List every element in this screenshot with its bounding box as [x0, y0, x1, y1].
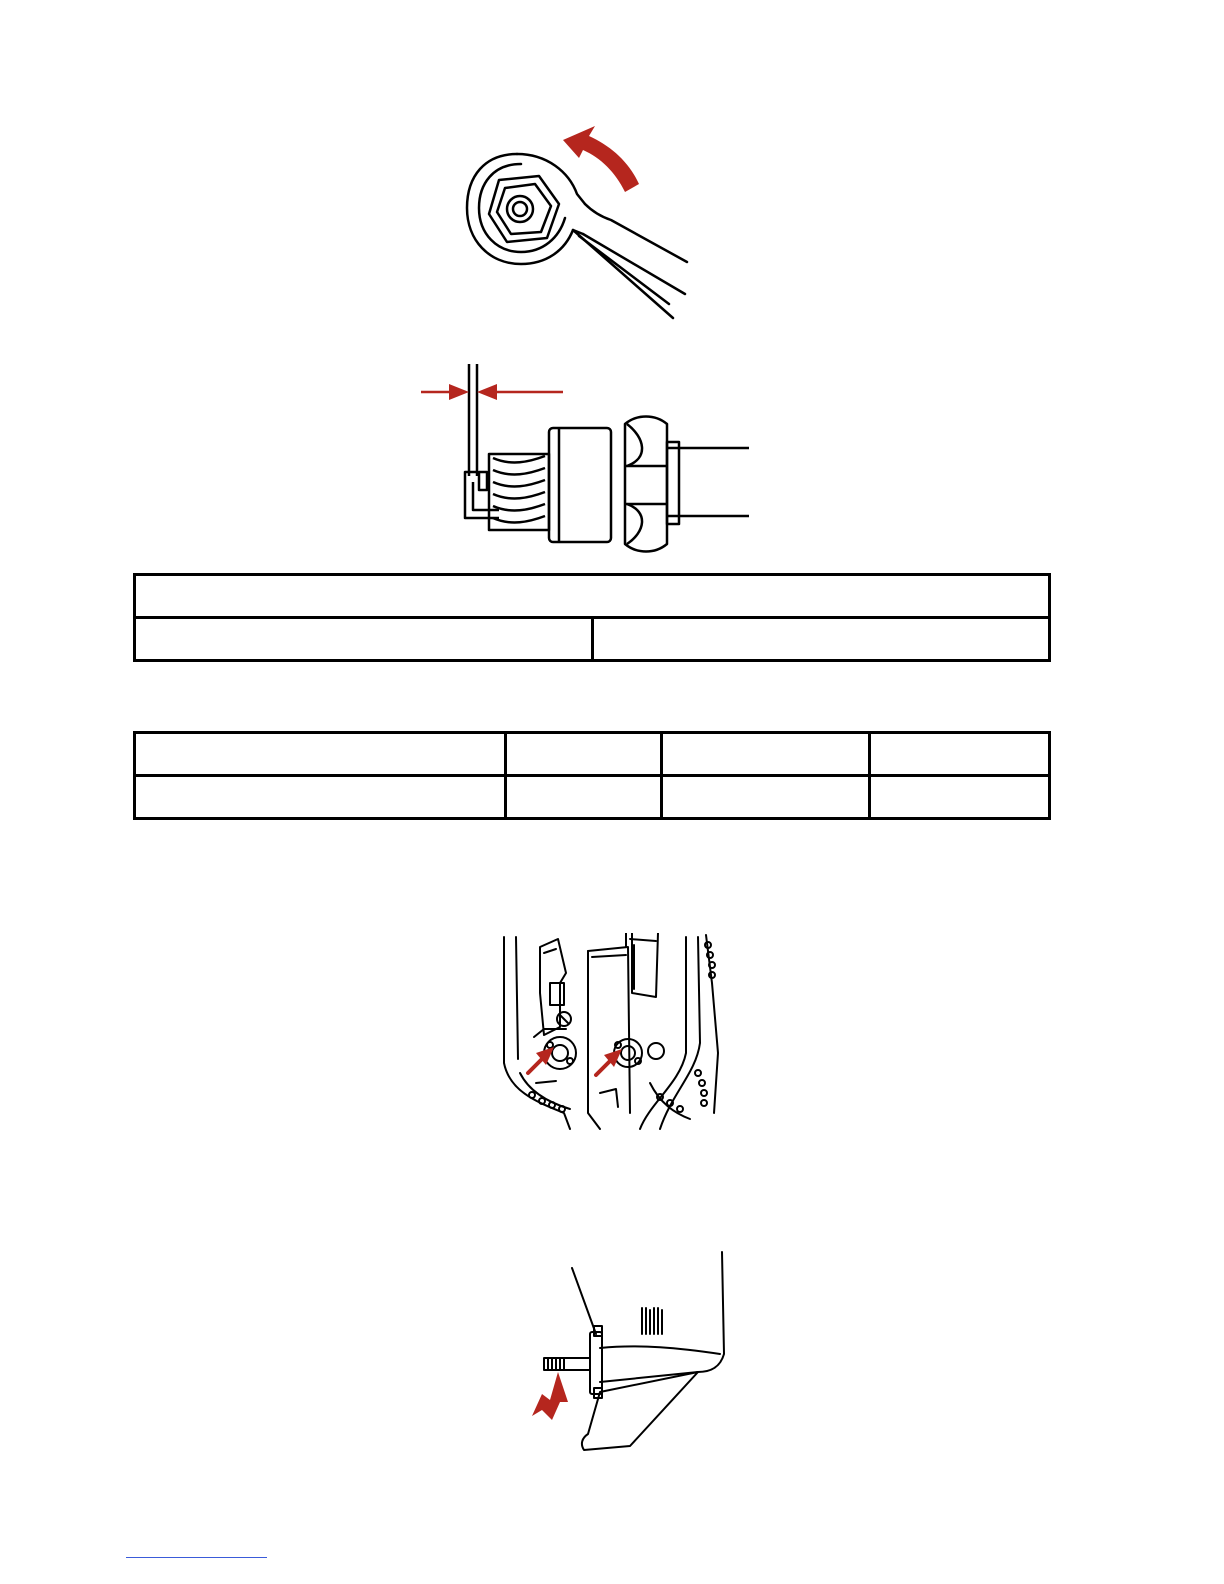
torque-table-cell — [870, 776, 1050, 819]
spec-table-cell — [135, 618, 593, 661]
torque-table-header — [870, 733, 1050, 776]
wrench-nut-icon — [455, 118, 705, 328]
torque-table-header — [662, 733, 870, 776]
torque-table-cell — [135, 776, 506, 819]
engine-arrows-icon — [500, 933, 728, 1133]
spark-plug-gap-icon — [415, 362, 760, 557]
spec-table-cell — [592, 618, 1050, 661]
torque-table — [133, 731, 1051, 820]
torque-table-cell — [506, 776, 662, 819]
gearcase-arrow-icon — [520, 1250, 735, 1455]
footer-rule — [126, 1557, 267, 1558]
torque-table-header — [135, 733, 506, 776]
torque-table-cell — [662, 776, 870, 819]
torque-table-header — [506, 733, 662, 776]
spec-table-title — [135, 575, 1050, 618]
spec-table — [133, 573, 1051, 662]
